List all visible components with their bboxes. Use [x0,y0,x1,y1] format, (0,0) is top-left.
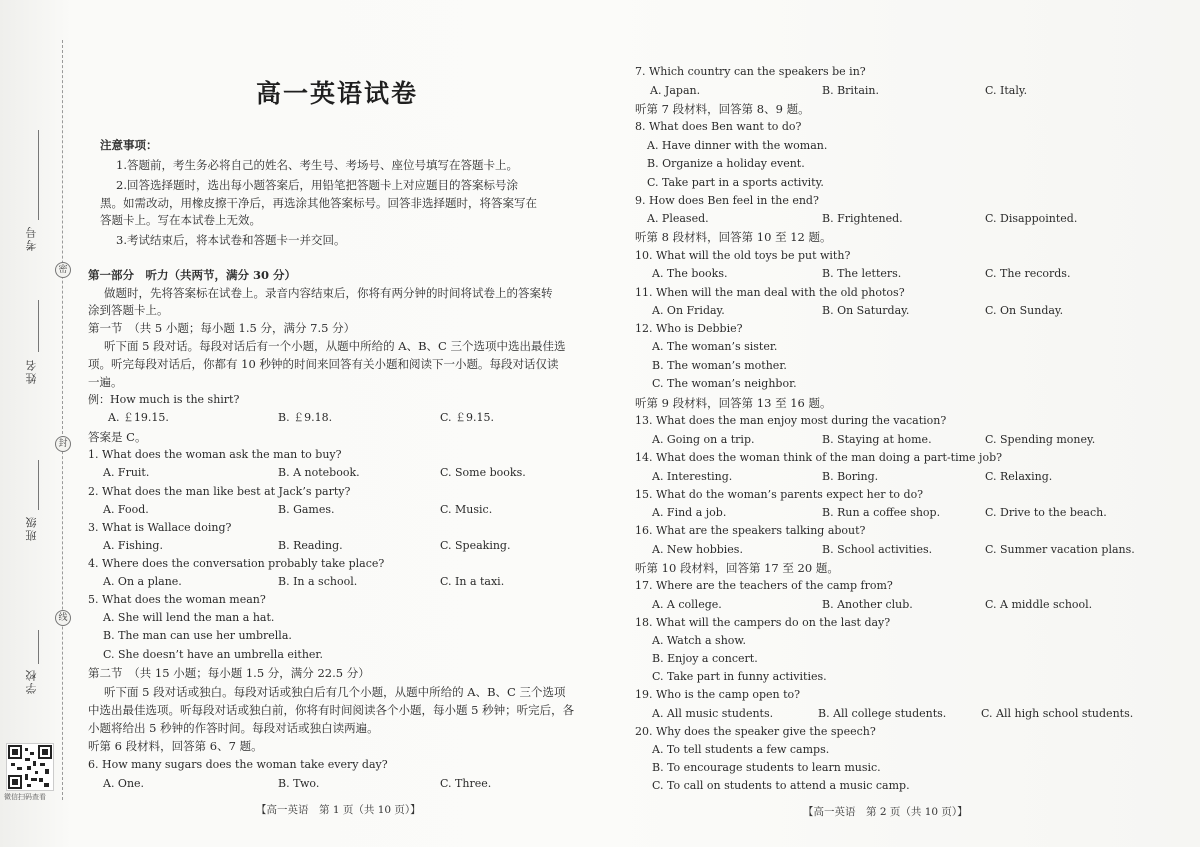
q14-option-a: A. Interesting. [652,470,733,483]
question-16: 16. What are the speakers talking about? [635,524,866,537]
question-4: 4. Where does the conversation probably take place? [88,557,385,570]
q9-option-b: B. Frightened. [822,212,903,225]
exam-title: 高一英语试卷 [256,79,419,108]
q18-option-a: A. Watch a show. [652,634,747,647]
q5-option-a: A. She will lend the man a hat. [103,611,275,624]
section1-text: 一遍。 [88,375,123,389]
section1-heading: 第一节 （共 5 小题；每小题 1.5 分，满分 7.5 分） [88,321,356,335]
label-class: 班级 [25,515,38,541]
example-option-b: B. ￡9.18. [278,411,333,424]
q15-option-b: B. Run a coffee shop. [822,506,941,519]
seal-line [62,40,63,800]
fill-line-class [38,460,39,510]
section2-heading: 第二节 （共 15 小题；每小题 1.5 分，满分 22.5 分） [88,666,370,680]
q2-option-b: B. Games. [278,503,335,516]
question-19: 19. Who is the camp open to? [635,688,801,701]
q7-option-a: A. Japan. [650,84,701,97]
example-answer: 答案是 C。 [88,430,147,444]
question-14: 14. What does the woman think of the man doing a part-time job? [635,451,1003,464]
q16-option-b: B. School activities. [822,543,933,556]
material-8-heading: 听第 8 段材料，回答第 10 至 12 题。 [635,230,832,244]
seal-mark-1: 密 [55,262,71,278]
binding-margin [0,0,82,847]
q16-option-c: C. Summer vacation plans. [985,543,1135,556]
question-5: 5. What does the woman mean? [88,593,266,606]
section1-text: 听下面 5 段对话。每段对话后有一个小题，从题中所给的 A、B、C 三个选项中选出最佳选 [104,339,566,353]
question-7: 7. Which country can the speakers be in? [635,65,866,78]
question-17: 17. Where are the teachers of the camp from? [635,579,893,592]
q12-option-c: C. The woman’s neighbor. [652,377,797,390]
q17-option-c: C. A middle school. [985,598,1093,611]
q13-option-c: C. Spending money. [985,433,1096,446]
section2-text: 小题将给出 5 秒钟的作答时间。每段对话或独白读两遍。 [88,721,379,735]
q3-option-a: A. Fishing. [103,539,163,552]
section2-text: 中选出最佳选项。听每段对话或独白前，你将有时间阅读各个小题，每小题 5 秒钟；听完后，各 [88,703,575,717]
q4-option-b: B. In a school. [278,575,358,588]
question-2: 2. What does the man like best at Jack’s party? [88,485,351,498]
material-10-heading: 听第 10 段材料，回答第 17 至 20 题。 [635,561,839,575]
q6-option-b: B. Two. [278,777,320,790]
q19-option-b: B. All college students. [818,707,947,720]
q13-option-a: A. Going on a trip. [652,433,755,446]
q13-option-b: B. Staying at home. [822,433,932,446]
q6-option-a: A. One. [103,777,145,790]
q14-option-b: B. Boring. [822,470,879,483]
q17-option-b: B. Another club. [822,598,913,611]
q12-option-b: B. The woman’s mother. [652,359,787,372]
q17-option-a: A. A college. [652,598,722,611]
q15-option-a: A. Find a job. [652,506,727,519]
part1-text: 涂到答题卡上。 [88,303,169,317]
q8-option-c: C. Take part in a sports activity. [647,176,824,189]
question-3: 3. What is Wallace doing? [88,521,232,534]
part1-text: 做题时，先将答案标在试卷上。录音内容结束后，你将有两分钟的时间将试卷上的答案转 [104,286,553,300]
label-exam-number: 考号 [25,225,38,251]
q9-option-c: C. Disappointed. [985,212,1078,225]
q5-option-b: B. The man can use her umbrella. [103,629,292,642]
example-option-c: C. ￡9.15. [440,411,495,424]
q20-option-b: B. To encourage students to learn music. [652,761,881,774]
q3-option-b: B. Reading. [278,539,343,552]
label-name: 姓名 [25,358,38,384]
q7-option-b: B. Britain. [822,84,880,97]
label-school: 学校 [25,668,38,694]
example-option-a: A. ￡19.15. [108,411,169,424]
q2-option-c: C. Music. [440,503,493,516]
question-9: 9. How does Ben feel in the end? [635,194,819,207]
q1-option-c: C. Some books. [440,466,526,479]
page-2-footer: 【高一英语 第 2 页（共 10 页）】 [803,806,968,818]
question-18: 18. What will the campers do on the last day? [635,616,891,629]
seal-mark-2: 封 [55,436,71,452]
example-question: 例：How much is the shirt? [88,393,240,406]
qr-code [6,743,54,791]
q7-option-c: C. Italy. [985,84,1028,97]
q1-option-b: B. A notebook. [278,466,360,479]
question-20: 20. Why does the speaker give the speech? [635,725,876,738]
q11-option-b: B. On Saturday. [822,304,910,317]
q3-option-c: C. Speaking. [440,539,511,552]
q11-option-a: A. On Friday. [652,304,725,317]
question-10: 10. What will the old toys be put with? [635,249,851,262]
q9-option-a: A. Pleased. [647,212,709,225]
q8-option-b: B. Organize a holiday event. [647,157,805,170]
q12-option-a: A. The woman’s sister. [652,340,778,353]
notice-line: 1.答题前，考生务必将自己的姓名、考生号、考场号、座位号填写在答题卡上。 [116,158,518,172]
question-6: 6. How many sugars does the woman take every day? [88,758,388,771]
question-8: 8. What does Ben want to do? [635,120,802,133]
q11-option-c: C. On Sunday. [985,304,1064,317]
notice-line: 2.回答选择题时，选出每小题答案后，用铅笔把答题卡上对应题目的答案标号涂 [116,178,518,192]
q4-option-c: C. In a taxi. [440,575,505,588]
q4-option-a: A. On a plane. [103,575,182,588]
question-11: 11. When will the man deal with the old photos? [635,286,905,299]
fill-line-exam-number [38,130,39,220]
q10-option-b: B. The letters. [822,267,902,280]
q6-option-c: C. Three. [440,777,492,790]
material-7-heading: 听第 7 段材料，回答第 8、9 题。 [635,102,810,116]
material-6-heading: 听第 6 段材料，回答第 6、7 题。 [88,739,263,753]
page-1-footer: 【高一英语 第 1 页（共 10 页）】 [256,804,421,816]
question-13: 13. What does the man enjoy most during the vacation? [635,414,947,427]
q2-option-a: A. Food. [103,503,149,516]
q19-option-a: A. All music students. [652,707,774,720]
q5-option-c: C. She doesn’t have an umbrella either. [103,648,323,661]
notice-line: 3.考试结束后，将本试卷和答题卡一并交回。 [116,233,346,247]
q10-option-c: C. The records. [985,267,1071,280]
q8-option-a: A. Have dinner with the woman. [647,139,828,152]
question-12: 12. Who is Debbie? [635,322,743,335]
section2-text: 听下面 5 段对话或独白。每段对话或独白后有几个小题，从题中所给的 A、B、C 三个选项 [104,685,566,699]
q14-option-c: C. Relaxing. [985,470,1053,483]
notice-heading: 注意事项： [100,138,158,152]
part1-heading: 第一部分 听力（共两节，满分 30 分） [88,268,297,282]
q15-option-c: C. Drive to the beach. [985,506,1107,519]
question-15: 15. What do the woman’s parents expect her to do? [635,488,924,501]
notice-line: 答题卡上。写在本试卷上无效。 [100,213,261,227]
notice-line: 黑。如需改动，用橡皮擦干净后，再选涂其他答案标号。回答非选择题时，将答案写在 [100,196,537,210]
fill-line-name [38,300,39,352]
q18-option-c: C. Take part in funny activities. [652,670,827,683]
seal-mark-3: 线 [55,610,71,626]
q19-option-c: C. All high school students. [981,707,1134,720]
q20-option-a: A. To tell students a few camps. [652,743,830,756]
qr-caption: 微信扫码查看 [4,793,46,801]
q1-option-a: A. Fruit. [103,466,150,479]
fill-line-school [38,630,39,664]
q18-option-b: B. Enjoy a concert. [652,652,758,665]
q20-option-c: C. To call on students to attend a music camp. [652,779,910,792]
q10-option-a: A. The books. [652,267,728,280]
section1-text: 项。听完每段对话后，你都有 10 秒钟的时间来回答有关小题和阅读下一小题。每段对话仅读 [88,357,559,371]
q16-option-a: A. New hobbies. [652,543,743,556]
material-9-heading: 听第 9 段材料，回答第 13 至 16 题。 [635,396,832,410]
question-1: 1. What does the woman ask the man to buy? [88,448,342,461]
